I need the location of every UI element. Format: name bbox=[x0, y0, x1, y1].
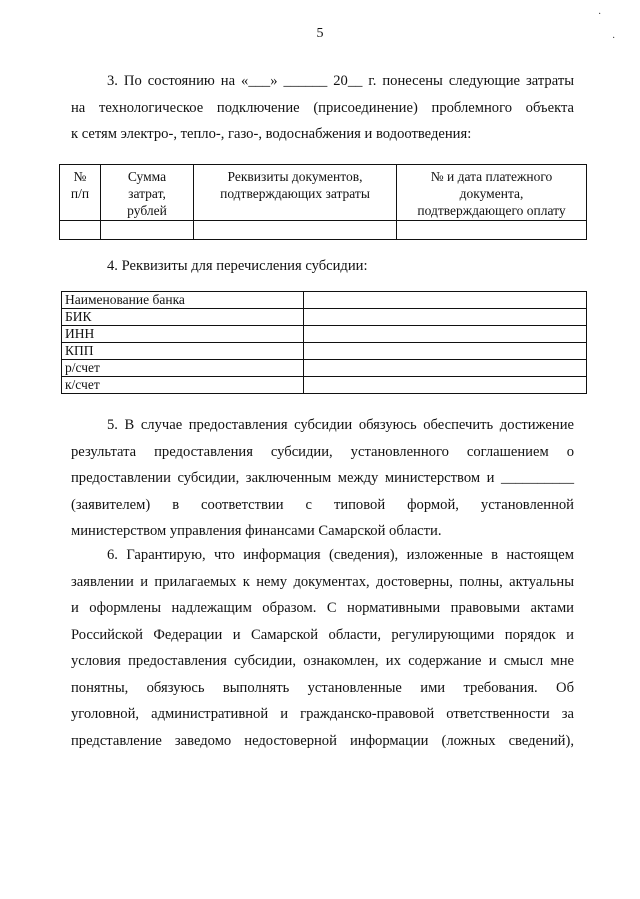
section-4-heading: 4. Реквизиты для перечисления субсидии: bbox=[107, 258, 368, 274]
text-line: и оформлены надлежащим образом. С нормативными правовыми актами bbox=[71, 600, 574, 616]
text-line: на технологическое подключение (присоединение) проблемного объекта bbox=[71, 99, 574, 116]
table-row bbox=[62, 309, 587, 326]
table-row bbox=[62, 292, 587, 309]
table-cell bbox=[304, 292, 587, 309]
page-number: 5 bbox=[316, 26, 324, 41]
row-label: к/счет bbox=[62, 377, 304, 394]
text-line: 5. В случае предоставления субсидии обязуюсь обеспечить достижение bbox=[107, 417, 574, 433]
table-header-row bbox=[60, 165, 587, 221]
text-line: представление заведомо недостоверной информации (ложных сведений), bbox=[71, 732, 574, 749]
scan-speck: · bbox=[612, 33, 616, 44]
row-label: БИК bbox=[62, 309, 304, 326]
table-cell bbox=[194, 221, 397, 240]
text-line: Российской Федерации и Самарской области, регулирующими порядок и bbox=[71, 626, 574, 643]
text-line: (заявителем) в соответствии с типовой формой, установленной bbox=[71, 496, 574, 513]
text-line: заявлении и прилагаемых к нему документах, достоверны, полны, актуальны bbox=[71, 573, 574, 590]
text-line: 6. Гарантирую, что информация (сведения), изложенные в настоящем bbox=[107, 547, 574, 563]
text-line: министерством управления финансами Самарской области. bbox=[71, 523, 442, 539]
table-row bbox=[62, 360, 587, 377]
table-row bbox=[60, 221, 587, 240]
text-line: 3. По состоянию на «___» ______ 20__ г. понесены следующие затраты bbox=[107, 73, 574, 89]
row-label: Наименование банка bbox=[62, 292, 304, 309]
section-3-paragraph bbox=[71, 68, 574, 148]
table-cell bbox=[304, 326, 587, 343]
table-cell bbox=[304, 377, 587, 394]
text-line: к сетям электро-, тепло-, газо-, водоснабжения и водоотведения: bbox=[71, 126, 472, 142]
table-cell bbox=[304, 360, 587, 377]
column-header: Реквизиты документов, подтверждающих затраты bbox=[194, 165, 397, 221]
column-header: Сумма затрат, рублей bbox=[101, 165, 194, 221]
row-label: р/счет bbox=[62, 360, 304, 377]
row-label: ИНН bbox=[62, 326, 304, 343]
scan-speck: · bbox=[598, 9, 602, 20]
text-line: уголовной, административной и гражданско-правовой ответственности за bbox=[71, 706, 574, 722]
text-line: результата предоставления субсидии, установленного соглашением о bbox=[71, 443, 574, 460]
section-5-paragraph bbox=[71, 412, 574, 545]
table-row bbox=[62, 377, 587, 394]
text-line: понятны, обязуюсь выполнять установленные ими требования. Об bbox=[71, 679, 574, 696]
costs-table bbox=[59, 164, 587, 240]
table-cell bbox=[60, 221, 101, 240]
column-header: № п/п bbox=[60, 165, 101, 221]
section-6-paragraph bbox=[71, 542, 574, 754]
table-cell bbox=[304, 309, 587, 326]
table-cell bbox=[101, 221, 194, 240]
bank-details-table bbox=[61, 291, 587, 394]
text-line: условия предоставления субсидии, ознакомлен, их содержание и смысл мне bbox=[71, 653, 574, 669]
column-header: № и дата платежного документа, подтверждающего оплату bbox=[397, 165, 587, 221]
row-label: КПП bbox=[62, 343, 304, 360]
table-row bbox=[62, 343, 587, 360]
table-row bbox=[62, 326, 587, 343]
text-line: предоставлении субсидии, заключенным между министерством и __________ bbox=[71, 470, 574, 486]
table-cell bbox=[304, 343, 587, 360]
table-cell bbox=[397, 221, 587, 240]
